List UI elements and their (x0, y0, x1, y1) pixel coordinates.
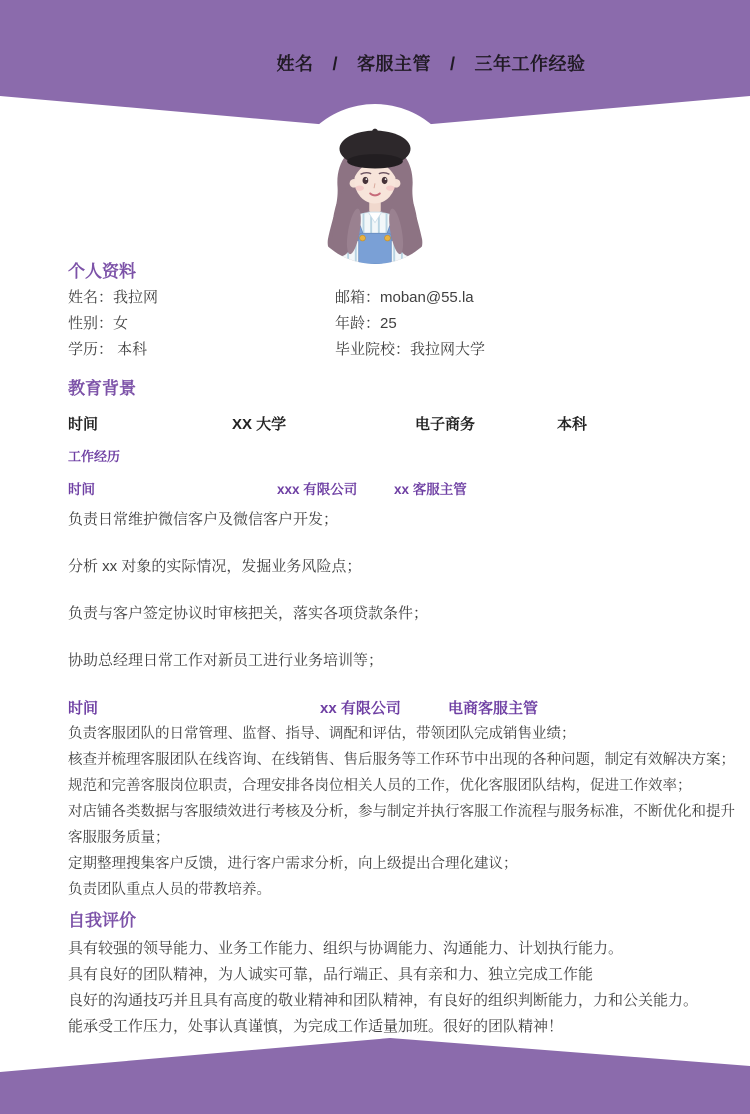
profile-age: 年龄：25 (335, 315, 397, 332)
job2-duty: 负责客服团队的日常管理、监督、指导、调配和评估，带领团队完成销售业绩； (68, 726, 576, 742)
job1-duty: 负责日常维护微信客户及微信客户开发； (68, 511, 339, 528)
evaluation-lines (68, 936, 698, 1040)
eye-right (382, 177, 388, 184)
job2-role: 电商客服主管 (448, 700, 539, 717)
work-section-heading: 工作经历 (68, 449, 121, 464)
job2-duty: 核查并梳理客服团队在线咨询、在线销售、售后服务等工作环节中出现的各种问题，制定有效解决方案； (68, 752, 735, 768)
profile-right-column (335, 285, 485, 363)
header-title-bar (0, 50, 750, 76)
evaluation-line: 具有较强的领导能力、业务工作能力、组织与协调能力、沟通能力、计划执行能力。 (68, 940, 624, 957)
job2-header (0, 697, 750, 717)
footer-banner (0, 1038, 750, 1114)
evaluation-line: 具有良好的团队精神，为人诚实可靠，品行端正、具有亲和力、独立完成工作能 (68, 966, 594, 983)
overall-button-right (385, 235, 391, 241)
job1-duty: 分析 xx 对象的实际情况，发掘业务风险点； (68, 558, 362, 575)
header-experience: 三年工作经验 (474, 54, 586, 74)
profile-section-heading: 个人资料 (68, 262, 136, 281)
job2-company: xx 有限公司 (320, 700, 401, 717)
job1-header (0, 478, 750, 498)
avatar (303, 120, 447, 264)
profile-left-column (68, 285, 158, 363)
education-time: 时间 (68, 416, 99, 433)
evaluation-line: 良好的沟通技巧并且具有高度的敬业精神和团队精神，有良好的组织判断能力，力和公关能力。 (68, 992, 699, 1009)
overall-button-left (360, 235, 366, 241)
education-row (0, 413, 750, 435)
profile-email: 邮箱：moban@55.la (335, 289, 474, 306)
profile-name: 姓名：我拉网 (68, 289, 159, 306)
header-separator-2: / (450, 54, 456, 74)
job2-duty: 对店铺各类数据与客服绩效进行考核及分析，参与制定并执行客服工作流程与服务标准，不断优化和提升 (68, 804, 735, 820)
education-section-heading: 教育背景 (68, 379, 136, 398)
profile-degree: 学历： 本科 (68, 341, 148, 358)
footer-shape-path (0, 1038, 750, 1114)
job2-time: 时间 (68, 700, 99, 717)
header-name: 姓名 (276, 54, 314, 74)
profile-school: 毕业院校：我拉网大学 (335, 341, 486, 358)
evaluation-section-heading: 自我评价 (68, 911, 136, 930)
education-degree: 本科 (557, 416, 588, 433)
header-job-title: 客服主管 (357, 54, 431, 74)
job1-duties (68, 507, 428, 695)
job1-time: 时间 (68, 482, 95, 497)
job1-role: xx 客服主管 (394, 482, 467, 497)
evaluation-line: 能承受工作压力，处事认真谨慎，为完成工作适量加班。很好的团队精神！ (68, 1018, 564, 1035)
job1-duty: 负责与客户签定协议时审核把关，落实各项贷款条件； (68, 605, 429, 622)
job2-duties (68, 721, 750, 903)
job2-duty: 负责团队重点人员的带教培养。 (68, 882, 271, 898)
job1-company: xxx 有限公司 (277, 482, 358, 497)
job2-duty: 规范和完善客服岗位职责，合理安排各岗位相关人员的工作，优化客服团队结构，促进工作效率； (68, 778, 692, 794)
eye-left (363, 177, 369, 184)
header-separator-1: / (332, 54, 338, 74)
education-major: 电子商务 (415, 416, 476, 433)
profile-gender: 性别：女 (68, 315, 129, 332)
header-banner (0, 0, 750, 280)
job2-duty: 定期整理搜集客户反馈，进行客户需求分析，向上级提出合理化建议； (68, 856, 518, 872)
job1-duty: 协助总经理日常工作对新员工进行业务培训等； (68, 652, 384, 669)
job2-duty: 客服服务质量； (68, 830, 170, 846)
education-school: XX 大学 (232, 416, 287, 433)
